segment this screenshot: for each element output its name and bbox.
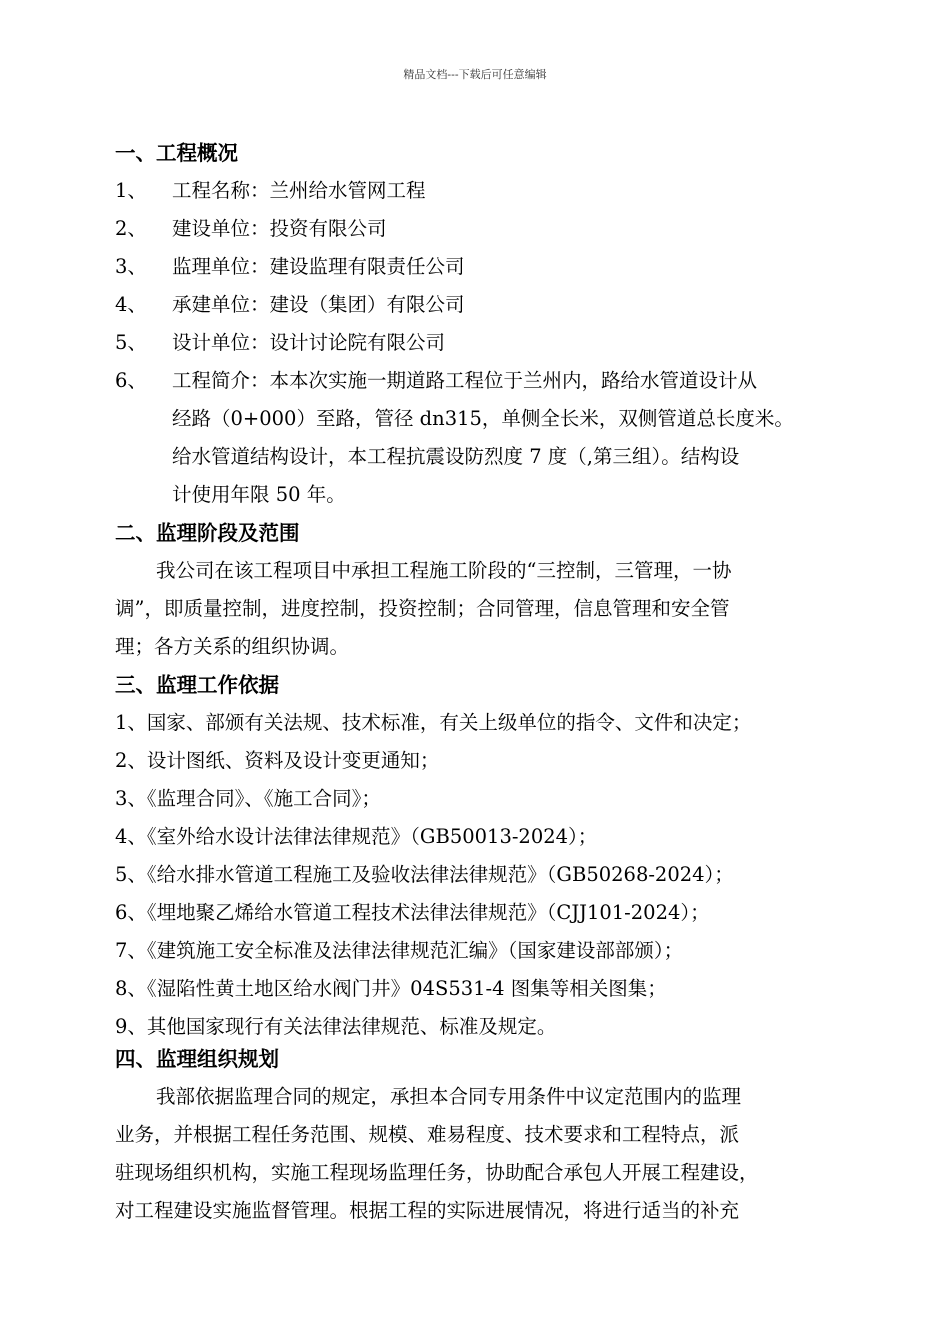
project-item-3 — [115, 248, 850, 286]
basis-item-6: 6、《埋地聚乙烯给水管道工程技术法律法律规范》（CJJ101-2024）； — [115, 901, 710, 924]
project-item-6-continuation: 计使用年限 50 年。 — [172, 483, 346, 506]
section-2-heading: 二、监理阶段及范围 — [115, 521, 300, 545]
project-item-2 — [115, 210, 850, 248]
item-number: 3、 — [115, 255, 147, 278]
item-text: 设计单位：设计讨论院有限公司 — [172, 331, 446, 354]
project-item-6-continuation: 给水管道结构设计，本工程抗震设防烈度 7 度（,第三组）。结构设 — [172, 445, 740, 468]
item-text: 承建单位：建设（集团）有限公司 — [172, 293, 465, 316]
item-text: 监理单位：建设监理有限责任公司 — [172, 255, 465, 278]
basis-item-9: 9、其他国家现行有关法律法律规范、标准及规定。 — [115, 1015, 557, 1038]
section-4-heading: 四、监理组织规划 — [115, 1047, 279, 1071]
paragraph-line: 我部依据监理合同的规定，承担本合同专用条件中议定范围内的监理 — [156, 1085, 742, 1108]
project-item-4 — [115, 286, 850, 324]
item-number: 1、 — [115, 179, 147, 202]
paragraph-line: 对工程建设实施监督管理。根据工程的实际进展情况，将进行适当的补充 — [115, 1199, 740, 1222]
basis-item-7: 7、《建筑施工安全标准及法律法律规范汇编》（国家建设部部颁）； — [115, 939, 684, 962]
basis-item-1: 1、国家、部颁有关法规、技术标准，有关上级单位的指令、文件和决定； — [115, 711, 752, 734]
section-3-heading: 三、监理工作依据 — [115, 673, 279, 697]
page-header-note: 精品文档---下载后可任意编辑 — [403, 68, 547, 81]
item-text: 工程名称：兰州给水管网工程 — [172, 179, 426, 202]
paragraph-line: 驻现场组织机构，实施工程现场监理任务，协助配合承包人开展工程建设， — [115, 1161, 759, 1184]
item-number: 4、 — [115, 293, 147, 316]
paragraph-line: 业务，并根据工程任务范围、规模、难易程度、技术要求和工程特点，派 — [115, 1123, 740, 1146]
item-text: 工程简介：本本次实施一期道路工程位于兰州内，路给水管道设计从 — [172, 369, 758, 392]
paragraph-line: 我公司在该工程项目中承担工程施工阶段的“三控制，三管理，一协 — [156, 559, 732, 582]
paragraph-line: 理；各方关系的组织协调。 — [115, 635, 350, 658]
project-item-5 — [115, 324, 850, 362]
item-number: 6、 — [115, 369, 147, 392]
project-item-1 — [115, 172, 850, 210]
basis-item-3: 3、《监理合同》、《施工合同》； — [115, 787, 381, 810]
project-item-6 — [115, 362, 850, 400]
item-number: 2、 — [115, 217, 147, 240]
item-number: 5、 — [115, 331, 147, 354]
project-item-6-continuation: 经路（0+000）至路，管径 dn315，单侧全长米，双侧管道总长度米。 — [172, 407, 794, 430]
item-text: 建设单位：投资有限公司 — [172, 217, 387, 240]
basis-item-5: 5、《给水排水管道工程施工及验收法律法律规范》（GB50268-2024）； — [115, 863, 734, 886]
basis-item-8: 8、《湿陷性黄土地区给水阀门井》04S531-4 图集等相关图集； — [115, 977, 667, 1000]
basis-item-4: 4、《室外给水设计法律法律规范》（GB50013-2024）； — [115, 825, 598, 848]
section-1-heading: 一、工程概况 — [115, 141, 238, 165]
paragraph-line: 调”，即质量控制，进度控制，投资控制；合同管理，信息管理和安全管 — [115, 597, 730, 620]
basis-item-2: 2、设计图纸、资料及设计变更通知； — [115, 749, 440, 772]
document-body — [115, 134, 850, 1230]
